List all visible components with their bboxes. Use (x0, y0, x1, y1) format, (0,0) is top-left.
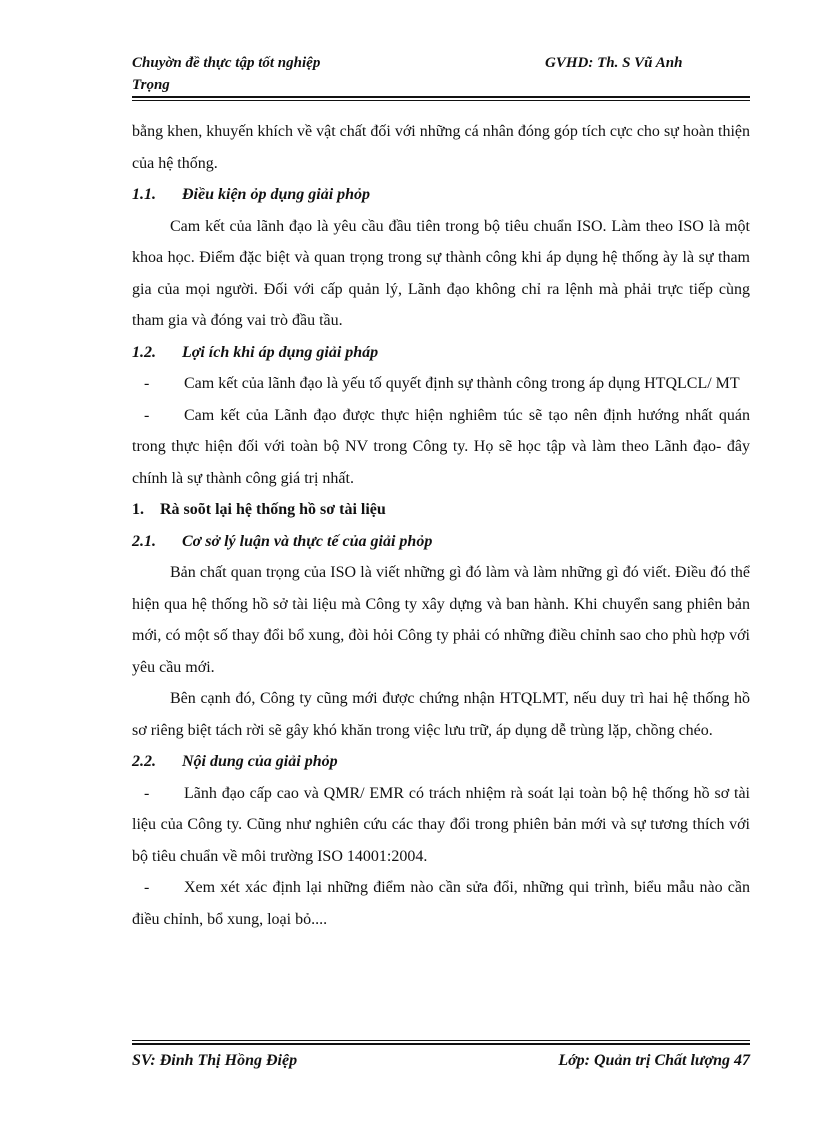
header-rule-thick (132, 96, 750, 98)
section-title: Cơ sở lý luận và thực tế của giải phỏp (182, 532, 433, 550)
section-heading-2-2 (132, 746, 750, 778)
paragraph: Bên cạnh đó, Công ty cũng mới được chứng nhận HTQLMT, nếu duy trì hai hệ thống hồ sơ riêng biệt tách rời sẽ gây khó khăn trong việc lưu trữ, áp dụng dễ trùng lặp, chồng chéo. (132, 690, 750, 739)
section-title: Nội dung của giải phỏp (182, 753, 338, 770)
section-number: 1. (132, 501, 144, 518)
bullet-text: Cam kết của Lãnh đạo được thực hiện nghiêm túc sẽ tạo nên định hướng nhất quán trong thực hiện đối với toàn bộ NV trong Công ty. Họ sẽ học tập và làm theo Lãnh đạo- đây chính là sự thành công giá trị nhất. (132, 406, 750, 487)
section-heading-1 (132, 494, 750, 526)
bullet-item (132, 368, 750, 400)
bullet-item (132, 872, 750, 935)
header-advisor: GVHD: Th. S Vũ Anh (545, 55, 683, 71)
bullet-dash: - (144, 406, 150, 424)
section-number: 1.2. (132, 343, 156, 361)
header-rule-thin (132, 100, 750, 101)
footer-class: Lớp: Quản trị Chất lượng 47 (558, 1052, 750, 1069)
paragraph: Bản chất quan trọng của ISO là viết những gì đó làm và làm những gì đó viết. Điều đó thể hiện qua hệ thống hồ sở tài liệu mà Công ty xây dựng và ban hành. Khi chuyển sang phiên bản mới, có một số thay đổi bổ xung, đòi hỏi Công ty phải có những điều chỉnh sao cho phù hợp với yêu cầu mới. (132, 564, 750, 676)
paragraph: Cam kết của lãnh đạo là yêu cầu đầu tiên trong bộ tiêu chuẩn ISO. Làm theo ISO là một khoa học. Điểm đặc biệt và quan trọng trong sự thành công khi áp dụng hệ thống ày là sự tham gia của mọi người. Đối với cấp quản lý, Lãnh đạo không chỉ ra lệnh mà phải trực tiếp cùng tham gia và đóng vai trò đầu tầu. (132, 217, 750, 329)
header-title-line2: Trọng (132, 77, 170, 93)
bullet-text: Xem xét xác định lại những điểm nào cần sửa đổi, những qui trình, biểu mẫu nào cần điều chỉnh, bổ xung, loại bỏ.... (132, 879, 750, 928)
section-title: Điều kiện ỏp dụng giải phỏp (182, 186, 371, 203)
body-content (132, 116, 750, 935)
section-heading-1-1 (132, 179, 750, 211)
section-number: 2.2. (132, 753, 156, 770)
section-heading-2-1 (132, 526, 750, 558)
bullet-text: Lãnh đạo cấp cao và QMR/ EMR có trách nhiệm rà soát lại toàn bộ hệ thống hồ sơ tài liệu của Công ty. Cũng như nghiên cứu các thay đổi trong phiên bản mới và sự tương thích với bộ tiêu chuẩn về môi trường ISO 14001:2004. (132, 784, 750, 865)
bullet-dash: - (144, 784, 150, 802)
footer-student: SV: Đinh Thị Hồng Điệp (132, 1052, 298, 1069)
header-title (132, 52, 392, 96)
paragraph: bằng khen, khuyến khích về vật chất đối với những cá nhân đóng góp tích cực cho sự hoàn thiện của hệ thống. (132, 123, 750, 172)
section-number: 1.1. (132, 186, 156, 203)
bullet-item (132, 778, 750, 873)
bullet-text: Cam kết của lãnh đạo là yếu tố quyết định sự thành công trong áp dụng HTQLCL/ MT (184, 375, 740, 392)
section-heading-1-2 (132, 337, 750, 369)
footer-rule-thin (132, 1040, 750, 1041)
bullet-item (132, 400, 750, 495)
section-number: 2.1. (132, 532, 156, 550)
bullet-dash: - (144, 879, 150, 896)
footer-rule-thick (132, 1043, 750, 1045)
bullet-dash: - (144, 375, 150, 392)
header-title-line1: Chuyờn đề thực tập tốt nghiệp (132, 55, 321, 71)
section-title: Rà soõt lại hệ thống hồ sơ tài liệu (160, 501, 386, 518)
section-title: Lợi ích khi áp dụng giải pháp (182, 343, 379, 361)
